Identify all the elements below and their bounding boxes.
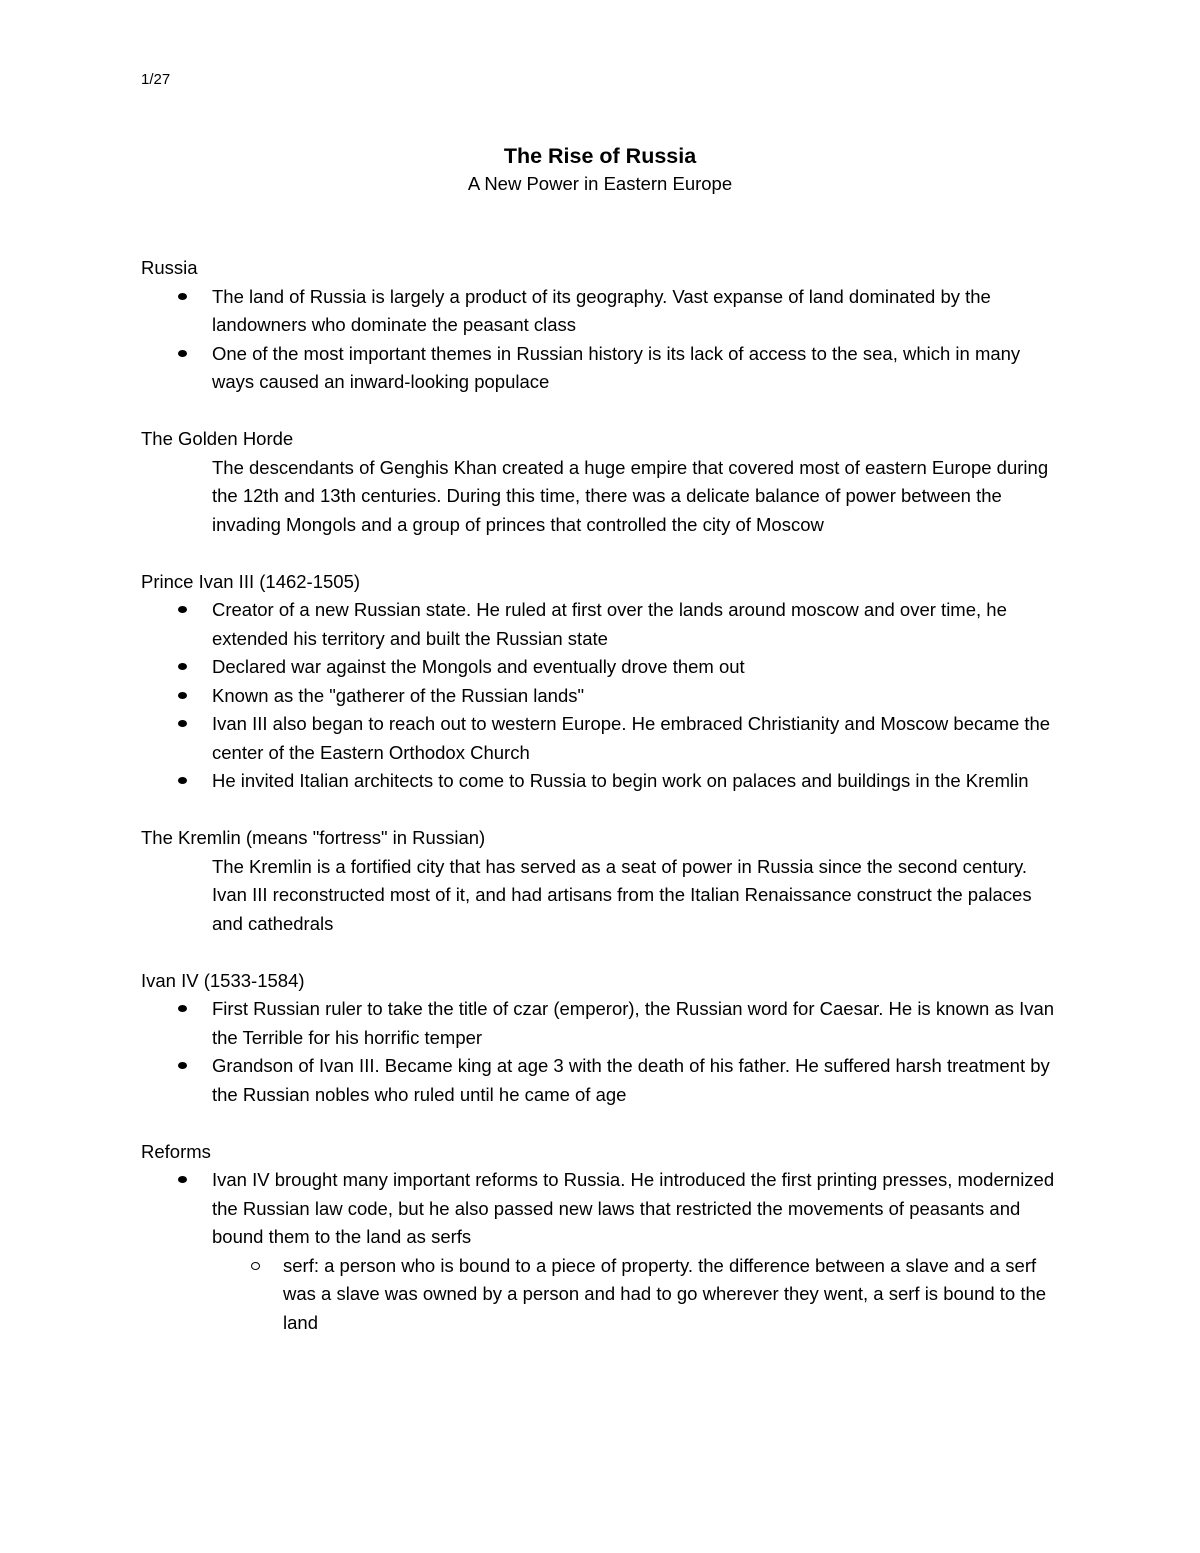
title-block xyxy=(0,142,1200,198)
bullet-item xyxy=(141,710,1062,767)
sub-bullet-item xyxy=(212,1252,1063,1338)
sub-bullet-list xyxy=(212,1252,1062,1338)
bullet-dot-icon xyxy=(178,720,187,727)
bullet-item xyxy=(141,995,1062,1052)
section-kremlin xyxy=(141,824,1071,938)
section-heading: The Golden Horde xyxy=(141,428,294,449)
bullet-text: Creator of a new Russian state. He ruled at first over the lands around moscow and over time, he extended his territory and built the Russian state xyxy=(212,599,1007,649)
bullet-item xyxy=(141,340,1062,397)
bullet-text: Declared war against the Mongols and eventually drove them out xyxy=(212,656,745,677)
bullet-text: Ivan IV brought many important reforms to Russia. He introduced the first printing presses, modernized the Russian law code, but he also passed new laws that restricted the movements of peasants and bound them to the land as serfs xyxy=(212,1169,1055,1247)
document-body xyxy=(141,254,1071,1366)
section-russia xyxy=(141,254,1071,397)
bullet-item xyxy=(141,596,1062,653)
section-ivan-iii xyxy=(141,568,1071,796)
bullet-dot-icon xyxy=(178,692,187,699)
bullet-item xyxy=(141,283,1062,340)
bullet-list xyxy=(141,283,1071,397)
bullet-text: The land of Russia is largely a product of its geography. Vast expanse of land dominated by the landowners who dominate the peasant class xyxy=(212,285,991,335)
bullet-list xyxy=(141,995,1071,1109)
bullet-item xyxy=(141,767,1062,796)
bullet-item xyxy=(141,682,1062,711)
document-subtitle: A New Power in Eastern Europe xyxy=(467,173,733,194)
circle-bullet-icon xyxy=(251,1262,260,1270)
bullet-item xyxy=(141,1166,1062,1337)
bullet-dot-icon xyxy=(178,777,187,784)
section-paragraph: The descendants of Genghis Khan created a huge empire that covered most of eastern Europe during the 12th and 13th centuries. During this time, there was a delicate balance of power between the invading Mongols and a group of princes that controlled the city of Moscow xyxy=(212,456,1049,535)
section-ivan-iv xyxy=(141,967,1071,1110)
bullet-list xyxy=(141,596,1071,796)
bullet-text: He invited Italian architects to come to Russia to begin work on palaces and buildings in the Kremlin xyxy=(212,770,1029,791)
bullet-text: Grandson of Ivan III. Became king at age 3 with the death of his father. He suffered harsh treatment by the Russian nobles who ruled until he came of age xyxy=(212,1055,1050,1105)
bullet-dot-icon xyxy=(178,606,187,613)
document-title: The Rise of Russia xyxy=(503,144,697,168)
page-number: 1/27 xyxy=(141,71,171,88)
bullet-item xyxy=(141,1052,1062,1109)
section-heading: Prince Ivan III (1462-1505) xyxy=(141,570,361,592)
section-heading: Reforms xyxy=(141,1140,211,1162)
bullet-dot-icon xyxy=(178,1176,187,1183)
section-heading: Ivan IV (1533-1584) xyxy=(141,969,305,991)
section-heading: Russia xyxy=(141,257,198,278)
section-heading: The Kremlin (means "fortress" in Russian) xyxy=(141,827,486,848)
bullet-text: First Russian ruler to take the title of czar (emperor), the Russian word for Caesar. He is known as Ivan the Terrible for his horrific temper xyxy=(212,998,1055,1048)
bullet-dot-icon xyxy=(178,663,187,670)
bullet-list xyxy=(141,1166,1071,1337)
bullet-dot-icon xyxy=(178,293,187,300)
bullet-text: Known as the "gatherer of the Russian lands" xyxy=(212,684,585,706)
sub-bullet-text: serf: a person who is bound to a piece of property. the difference between a slave and a serf was a slave was owned by a person and had to go wherever they went, a serf is bound to the land xyxy=(283,1254,1047,1333)
bullet-dot-icon xyxy=(178,1062,187,1069)
bullet-dot-icon xyxy=(178,350,187,357)
bullet-dot-icon xyxy=(178,1005,187,1012)
section-golden-horde xyxy=(141,425,1071,539)
section-paragraph: The Kremlin is a fortified city that has served as a seat of power in Russia since the second century. Ivan III reconstructed most of it, and had artisans from the Italian Renaissance construct the palaces and cathedrals xyxy=(212,855,1032,934)
bullet-text: Ivan III also began to reach out to western Europe. He embraced Christianity and Moscow became the center of the Eastern Orthodox Church xyxy=(212,713,1051,763)
section-reforms xyxy=(141,1138,1071,1338)
bullet-item xyxy=(141,653,1062,682)
bullet-text: One of the most important themes in Russian history is its lack of access to the sea, which in many ways caused an inward-looking populace xyxy=(212,342,1021,392)
